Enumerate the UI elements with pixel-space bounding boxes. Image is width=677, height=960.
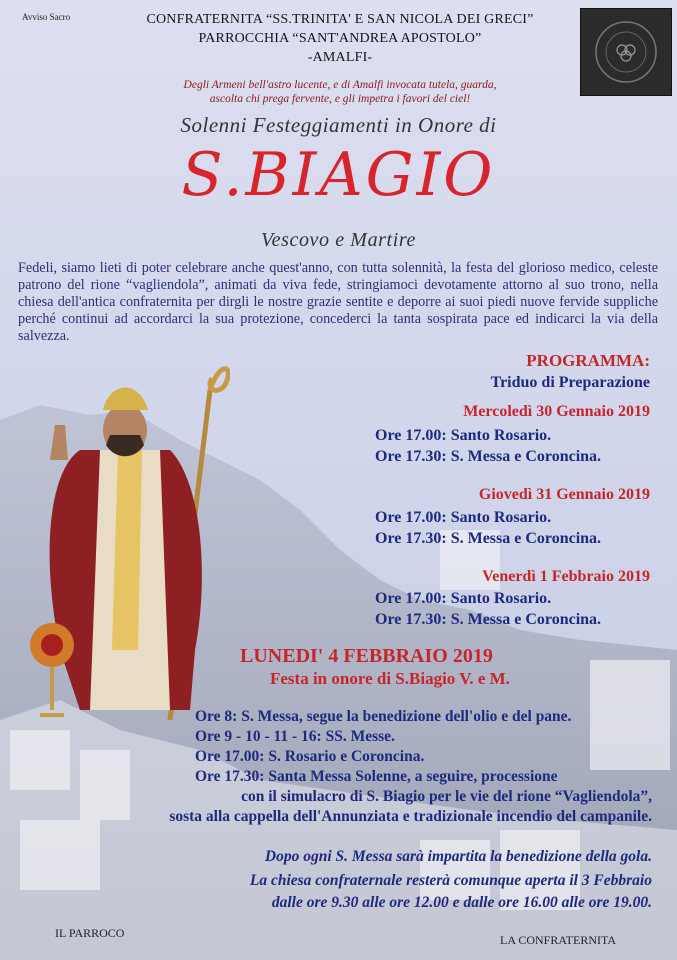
feast-line-6: sosta alla cappella dell'Annunziata e tradizionale incendio del campanile. <box>169 808 652 825</box>
header-line-2: PARROCCHIA “SANT'ANDREA APOSTOLO” <box>198 31 482 46</box>
feast-line-2: Ore 9 - 10 - 11 - 16: SS. Messe. <box>195 728 395 745</box>
day-3-line-1: Ore 17.00: Santo Rosario. <box>375 590 552 607</box>
footer-confraternita: LA CONFRATERNITA <box>500 933 617 947</box>
day-3-date: Venerdì 1 Febbraio 2019 <box>482 568 650 585</box>
triduo-heading: Triduo di Preparazione <box>490 374 650 391</box>
invocation-line-2: ascolta chi prega fervente, e gli impetra i favori del ciel! <box>209 93 471 105</box>
page-title: S.BIAGIO <box>181 140 496 210</box>
invocation-line-1: Degli Armeni bell'astro lucente, e di Amalfi invocata tutela, guarda, <box>183 79 497 91</box>
feast-title: Festa in onore di S.Biagio V. e M. <box>270 669 510 688</box>
header-line-3: -AMALFI- <box>307 50 373 65</box>
confraternity-emblem <box>580 8 672 96</box>
title-subtitle: Vescovo e Martire <box>261 229 416 251</box>
feast-line-1: Ore 8: S. Messa, segue la benedizione dell'olio e del pane. <box>195 708 572 725</box>
footer-parroco: IL PARROCO <box>55 926 125 940</box>
avviso-sacro-label: Avviso Sacro <box>22 12 71 22</box>
notes-line-1: Dopo ogni S. Messa sarà impartita la benedizione della gola. <box>264 848 652 865</box>
day-2-line-2: Ore 17.30: S. Messa e Coroncina. <box>375 530 602 547</box>
header-line-1: CONFRATERNITA “SS.TRINITA' E SAN NICOLA DEI GRECI” <box>146 12 534 27</box>
feast-line-5: con il simulacro di S. Biagio per le vie del rione “Vagliendola”, <box>241 788 652 805</box>
notes-line-2: La chiesa confraternale resterà comunque aperta il 3 Febbraio <box>249 872 652 889</box>
day-2-line-1: Ore 17.00: Santo Rosario. <box>375 509 552 526</box>
feast-date: LUNEDI' 4 FEBBRAIO 2019 <box>240 645 493 667</box>
day-2-date: Giovedì 31 Gennaio 2019 <box>478 486 650 503</box>
programma-heading: PROGRAMMA: <box>526 351 650 370</box>
subtitle: Solenni Festeggiamenti in Onore di <box>180 113 497 137</box>
day-1-line-2: Ore 17.30: S. Messa e Coroncina. <box>375 448 602 465</box>
notes-line-3: dalle ore 9.30 alle ore 12.00 e dalle ore 16.00 alle ore 19.00. <box>271 894 652 911</box>
feast-line-4: Ore 17.30: Santa Messa Solenne, a seguire, processione <box>195 768 558 785</box>
intro-paragraph: Fedeli, siamo lieti di poter celebrare anche quest'anno, con tutta solennità, la festa del glorioso medico, celeste patrono del rione “vagliendola”, animati da viva fede, stringiamoci devotamente attorno al suo trono, nella chiesa dell'antica confraternita per dirgli le nostre grazie sentite e deporre ai suoi piedi nuove fervide suppliche perché continui ad accordarci la sua protezione, concederci la tanta sospirata pace ed indicarci la via della salvezza. <box>18 260 658 344</box>
day-3-line-2: Ore 17.30: S. Messa e Coroncina. <box>375 611 602 628</box>
emblem-seal-icon <box>581 9 671 95</box>
day-1-line-1: Ore 17.00: Santo Rosario. <box>375 427 552 444</box>
day-1-date: Mercoledì 30 Gennaio 2019 <box>463 403 650 420</box>
feast-line-3: Ore 17.00: S. Rosario e Coroncina. <box>195 748 425 765</box>
saint-biagio-illustration <box>20 350 230 730</box>
